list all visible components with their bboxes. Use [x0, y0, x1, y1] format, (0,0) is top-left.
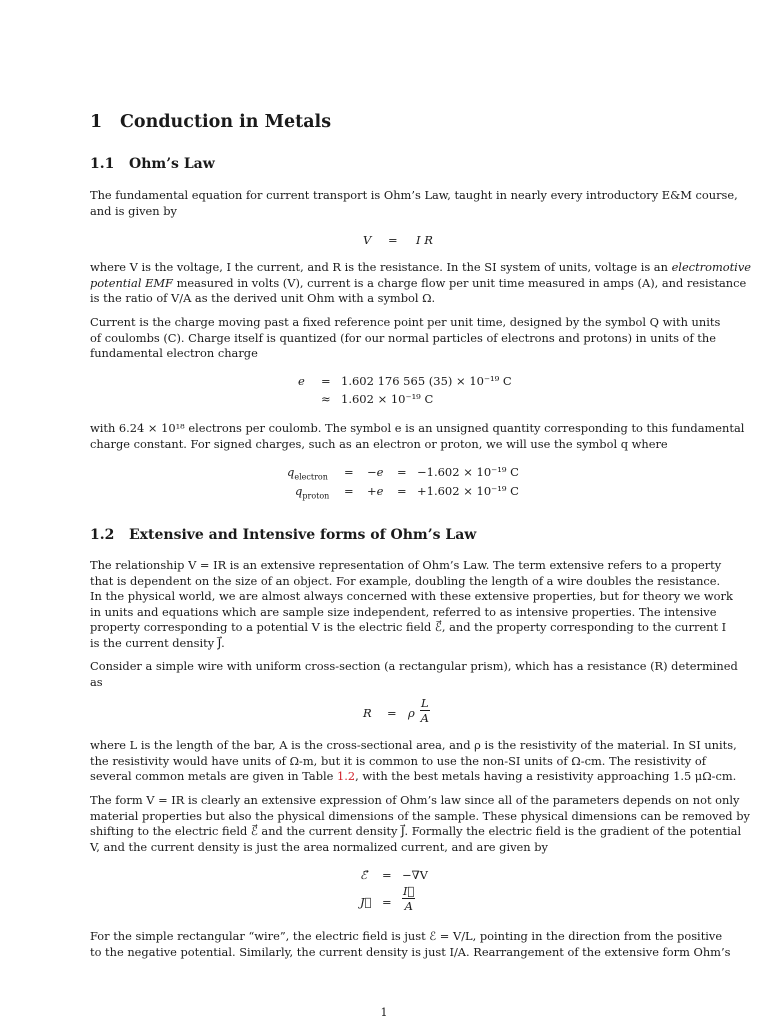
- text-line: For the simple rectangular “wire”, the electric field is just ℰ = V/L, pointing in the direction from the positive: [90, 929, 723, 943]
- paragraph-rectangular-wire: [90, 929, 731, 960]
- subsection-number: 1.1: [90, 156, 115, 172]
- text-line: where V is the voltage, I the current, and R is the resistance. In the SI system of units, voltage is an electromotive: [90, 260, 752, 274]
- table-reference-link[interactable]: 1.2: [337, 769, 356, 784]
- text-line: the resistivity would have units of Ω-m, but it is common to use the non-SI units of Ω-cm. The resistivity of: [90, 753, 706, 768]
- eq-relation: =: [387, 706, 397, 720]
- section-heading: [90, 112, 331, 132]
- eq-relation: =: [397, 465, 407, 479]
- subsection-title: Extensive and Intensive forms of Ohm’s Law: [129, 527, 477, 543]
- eq-lhs: e: [298, 374, 305, 388]
- eq-rhs: −∇V: [402, 868, 428, 882]
- text-line: several common metals are given in Table 1.2, with the best metals having a resistivity approaching 1.5 μΩ-cm.: [90, 769, 737, 784]
- subsection-heading-extensive-intensive: [90, 527, 476, 543]
- eq-relation: =: [382, 895, 392, 909]
- paragraph-intro: [90, 188, 738, 219]
- text-line: The relationship V = IR is an extensive representation of Ohm’s Law. The term extensive refers to a property: [90, 558, 722, 572]
- eq-mid: +e: [367, 484, 384, 498]
- text-line: to the negative potential. Similarly, the current density is just I/A. Rearrangement of the extensive form Ohm’s: [90, 944, 731, 959]
- eq-rhs: I R: [416, 233, 433, 247]
- paragraph-current: [90, 315, 721, 362]
- eq-relation: =: [344, 465, 354, 479]
- text-line: where L is the length of the bar, A is the cross-sectional area, and ρ is the resistivity of the material. In SI units,: [90, 738, 737, 752]
- paragraph-extensive: [90, 558, 733, 652]
- eq-numerator: L: [421, 696, 429, 710]
- eq-lhs: ℰ⃗: [360, 868, 367, 882]
- eq-lhs: $q_{proton}$: [295, 484, 330, 501]
- paragraph-definitions: [90, 260, 752, 307]
- text-line: as: [90, 674, 103, 689]
- subsection-heading-ohms-law: [90, 156, 215, 172]
- section-title: Conduction in Metals: [120, 112, 332, 132]
- eq-denominator: A: [420, 711, 429, 725]
- text-line: that is dependent on the size of an object. For example, doubling the length of a wire doubles the resistance.: [90, 573, 721, 588]
- eq-fraction: [420, 696, 430, 725]
- text-line: shifting to the electric field ℰ⃗ and the current density J⃗. Formally the electric field is the gradient of the potential: [90, 824, 742, 839]
- eq-coefficient: ρ: [408, 706, 415, 720]
- eq-relation: =: [397, 484, 407, 498]
- eq-rhs: −1.602 × 10⁻¹⁹ C: [417, 465, 519, 479]
- text-line: fundamental electron charge: [90, 346, 258, 361]
- paragraph-charge-sign: [90, 421, 745, 452]
- equation-signed-charges: [287, 465, 617, 501]
- eq-numerator: I⃗: [403, 884, 415, 898]
- eq-relation: =: [321, 374, 331, 388]
- text-line: and is given by: [90, 203, 177, 218]
- eq-fraction: [402, 884, 415, 913]
- text-line: V, and the current density is just the area normalized current, and are given by: [90, 839, 548, 854]
- eq-relation: ≈: [321, 392, 331, 406]
- text-line: The fundamental equation for current transport is Ohm’s Law, taught in nearly every introductory E&M course,: [90, 188, 738, 202]
- eq-mid: −e: [367, 465, 384, 479]
- text-line: in units and equations which are sample size independent, referred to as intensive properties. The intensive: [90, 604, 717, 619]
- text-line: property corresponding to a potential V is the electric field ℰ⃗, and the property corresponding to the current I: [90, 620, 727, 635]
- text-line: of coulombs (C). Charge itself is quantized (for our normal particles of electrons and protons) in units of the: [90, 330, 716, 345]
- eq-relation: =: [388, 233, 398, 247]
- eq-lhs: $q_{electron}$: [287, 465, 328, 482]
- eq-relation: =: [344, 484, 354, 498]
- eq-denominator: A: [404, 899, 413, 913]
- eq-lhs: R: [363, 706, 372, 720]
- eq-rhs: 1.602 × 10⁻¹⁹ C: [341, 392, 434, 406]
- subsection-title: Ohm’s Law: [129, 156, 215, 172]
- text-line: The form V = IR is clearly an extensive expression of Ohm’s law since all of the parameters depends on not only: [90, 793, 740, 807]
- subsection-number: 1.2: [90, 527, 115, 543]
- section-number: 1: [90, 112, 103, 132]
- text-line: is the current density J⃗.: [90, 635, 225, 650]
- text-line: Current is the charge moving past a fixed reference point per unit time, designed by the symbol Q with units: [90, 315, 721, 329]
- text-line: In the physical world, we are almost always concerned with these extensive properties, but for theory we work: [90, 589, 733, 604]
- eq-rhs: +1.602 × 10⁻¹⁹ C: [417, 484, 519, 498]
- text-line: charge constant. For signed charges, such as an electron or proton, we will use the symbol q where: [90, 436, 668, 451]
- paragraph-resistivity: [90, 738, 737, 785]
- text-line: Consider a simple wire with uniform cross-section (a rectangular prism), which has a resistance (R) determined: [90, 659, 738, 673]
- text-line: with 6.24 × 10¹⁸ electrons per coulomb. The symbol e is an unsigned quantity corresponding to this fundamental: [90, 421, 745, 435]
- eq-lhs: V: [363, 233, 372, 247]
- eq-rhs: 1.602 176 565 (35) × 10⁻¹⁹ C: [341, 374, 512, 388]
- page-number: 1: [380, 1006, 388, 1019]
- equation-field-density: [360, 866, 500, 924]
- text-line: material properties but also the physical dimensions of the sample. These physical dimensions can be removed by: [90, 808, 750, 823]
- eq-relation: =: [382, 868, 392, 882]
- text-line: is the ratio of V/A as the derived unit Ohm with a symbol Ω.: [90, 291, 436, 306]
- paragraph-intensive-form: [90, 793, 750, 855]
- text-line: potential EMF measured in volts (V), current is a charge flow per unit time measured in amps (A), and resistance: [90, 275, 747, 290]
- paragraph-wire: [90, 659, 738, 690]
- equation-resistance: [363, 696, 483, 732]
- eq-lhs: J⃗: [360, 895, 372, 909]
- equation-electron-charge: [298, 374, 598, 410]
